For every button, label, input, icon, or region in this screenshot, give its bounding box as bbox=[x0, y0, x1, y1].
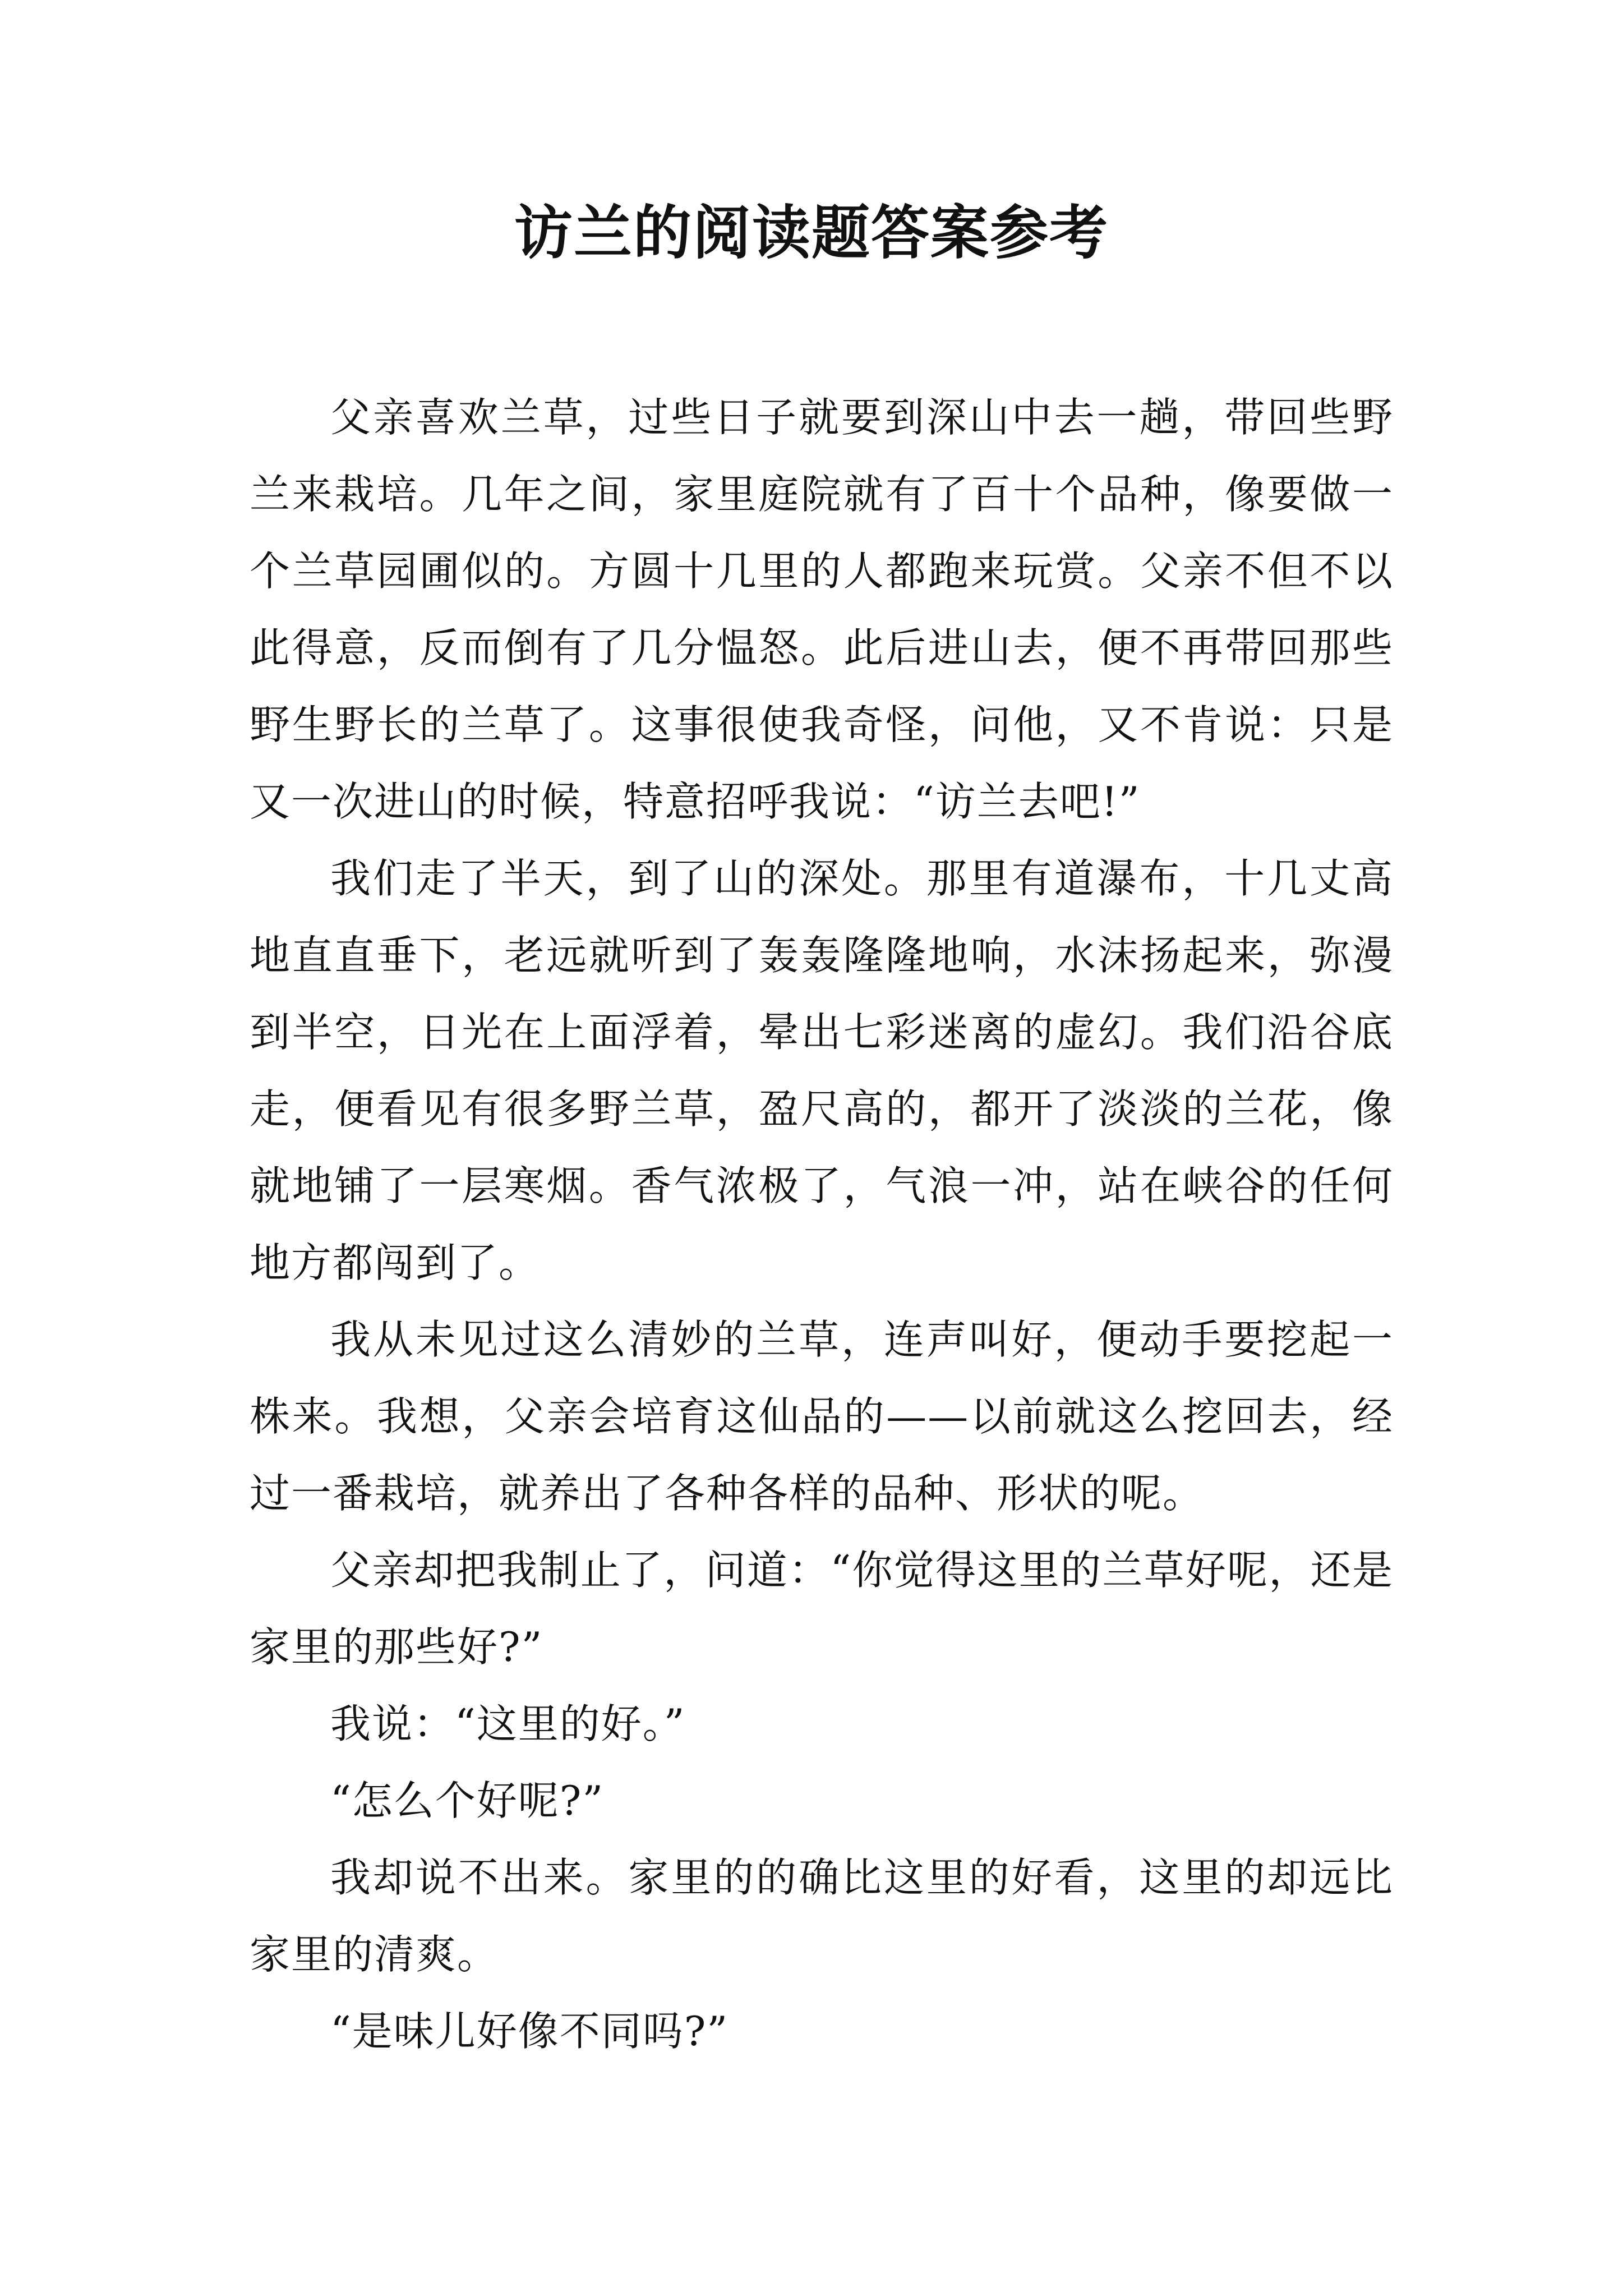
paragraph: 我却说不出来。家里的的确比这里的好看，这里的却远比家里的清爽。 bbox=[250, 1854, 1394, 1978]
paragraph: 父亲喜欢兰草，过些日子就要到深山中去一趟，带回些野兰来栽培。几年之间，家里庭院就有了百十个品种，像要做一个兰草园圃似的。方圆十几里的人都跑来玩赏。父亲不但不以此得意，反而倒有了几分愠怒。此后进山去，便不再带回那些野生野长的兰草了。这事很使我奇怪，问他，又不肯说：只是又一次进山的时候，特意招呼我说：“访兰去吧!” bbox=[250, 394, 1394, 825]
paragraph: 我们走了半天，到了山的深处。那里有道瀑布，十几丈高地直直垂下，老远就听到了轰轰隆隆地响，水沫扬起来，弥漫到半空，日光在上面浮着，晕出七彩迷离的虚幻。我们沿谷底走，便看见有很多野兰草，盈尺高的，都开了淡淡的兰花，像就地铺了一层寒烟。香气浓极了，气浪一冲，站在峡谷的任何地方都闯到了。 bbox=[250, 855, 1394, 1286]
paragraph: 父亲却把我制止了，问道：“你觉得这里的兰草好呢，还是家里的那些好?” bbox=[250, 1547, 1394, 1671]
paragraph: “是味儿好像不同吗?” bbox=[330, 2008, 729, 2055]
paragraph: “怎么个好呢?” bbox=[330, 1777, 605, 1824]
paragraph: 我从未见过这么清妙的兰草，连声叫好，便动手要挖起一株来。我想，父亲会培育这仙品的——以前就这么挖回去，经过一番栽培，就养出了各种各样的品种、形状的呢。 bbox=[250, 1316, 1394, 1517]
document-body bbox=[250, 379, 1394, 2070]
document-title: 访兰的阅读题答案参考 bbox=[514, 198, 1109, 267]
paragraph: 我说：“这里的好。” bbox=[330, 1700, 686, 1747]
